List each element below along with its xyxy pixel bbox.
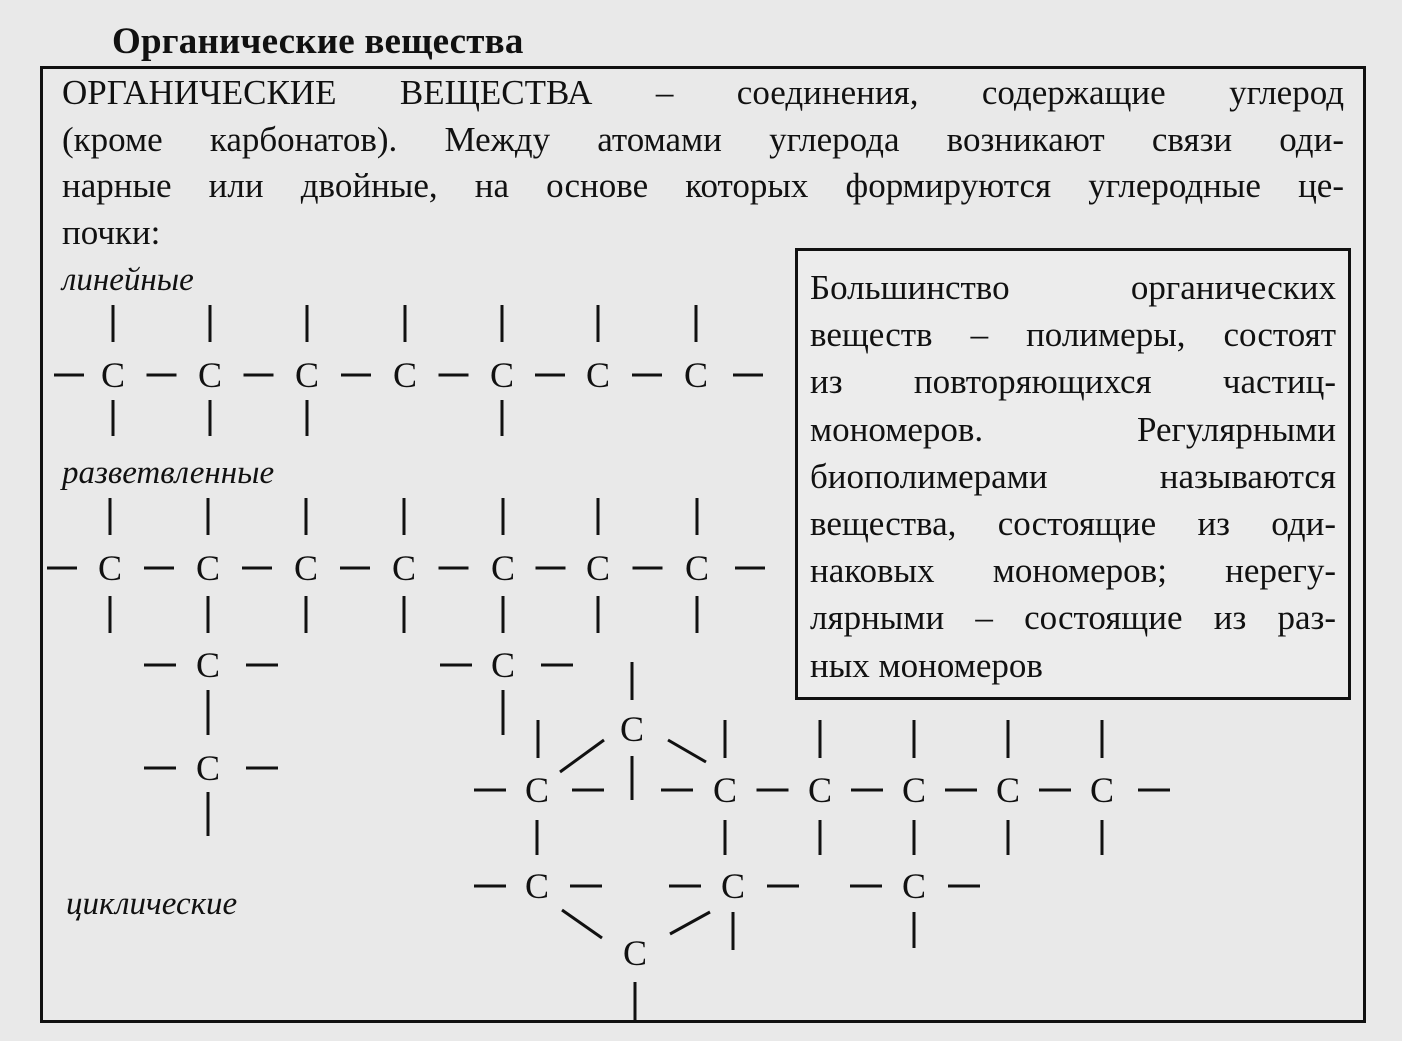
info-line-1: Большинство органических xyxy=(810,268,1336,307)
label-branched: разветвленные xyxy=(62,455,275,491)
bond-line xyxy=(562,910,602,938)
carbon-atom: C xyxy=(683,355,709,395)
carbon-atom: C xyxy=(995,770,1021,810)
polymer-info-text xyxy=(810,264,1336,689)
label-cyclic: циклические xyxy=(66,886,238,922)
carbon-atom: C xyxy=(585,355,611,395)
info-line-3: из повторяющихся частиц- xyxy=(810,362,1336,402)
info-line-5: биополимерами называются xyxy=(810,456,1336,496)
carbon-atom: C xyxy=(195,748,221,788)
intro-line-4: почки: xyxy=(62,212,161,252)
bond-line xyxy=(670,912,710,934)
carbon-atom: C xyxy=(392,355,418,395)
carbon-atom: C xyxy=(100,355,126,395)
carbon-atom: C xyxy=(622,933,648,973)
intro-line-3: нарные или двойные, на основе которых формируются углеродные це- xyxy=(62,166,1344,205)
carbon-atom: C xyxy=(901,866,927,906)
label-linear: линейные xyxy=(62,262,194,298)
carbon-atom: C xyxy=(524,866,550,906)
carbon-atom: C xyxy=(524,770,550,810)
carbon-atom: C xyxy=(720,866,746,906)
carbon-atom: C xyxy=(1089,770,1115,810)
carbon-atom: C xyxy=(619,709,645,749)
carbon-atom: C xyxy=(490,645,516,685)
info-line-6: вещества, состоящие из оди- xyxy=(810,504,1336,544)
carbon-atom: C xyxy=(489,355,515,395)
intro-line-2: (кроме карбонатов). Между атомами углерода возникают связи оди- xyxy=(62,119,1344,159)
info-line-7: наковых мономеров; нерегу- xyxy=(810,551,1336,591)
carbon-atom: C xyxy=(807,770,833,810)
bond-line xyxy=(668,740,706,762)
carbon-atom: C xyxy=(195,548,221,588)
carbon-atom: C xyxy=(585,548,611,588)
carbon-atom: C xyxy=(391,548,417,588)
info-line-8: лярными – состоящие из раз- xyxy=(810,598,1336,638)
carbon-atom: C xyxy=(712,770,738,810)
carbon-atom: C xyxy=(490,548,516,588)
carbon-atom: C xyxy=(97,548,123,588)
carbon-atom: C xyxy=(293,548,319,588)
carbon-atom: C xyxy=(901,770,927,810)
page-title: Органические вещества xyxy=(112,21,524,62)
intro-line-1: ОРГАНИЧЕСКИЕ ВЕЩЕСТВА – соединения, содержащие углерод xyxy=(62,73,1344,112)
carbon-atom: C xyxy=(294,355,320,395)
carbon-atom: C xyxy=(195,645,221,685)
info-line-4: мономеров. Регулярными xyxy=(810,409,1336,449)
bond-line xyxy=(560,740,604,772)
info-line-9: ных мономеров xyxy=(810,645,1043,685)
carbon-atom: C xyxy=(684,548,710,588)
info-line-2: веществ – полимеры, состоят xyxy=(810,315,1336,355)
carbon-atom: C xyxy=(197,355,223,395)
